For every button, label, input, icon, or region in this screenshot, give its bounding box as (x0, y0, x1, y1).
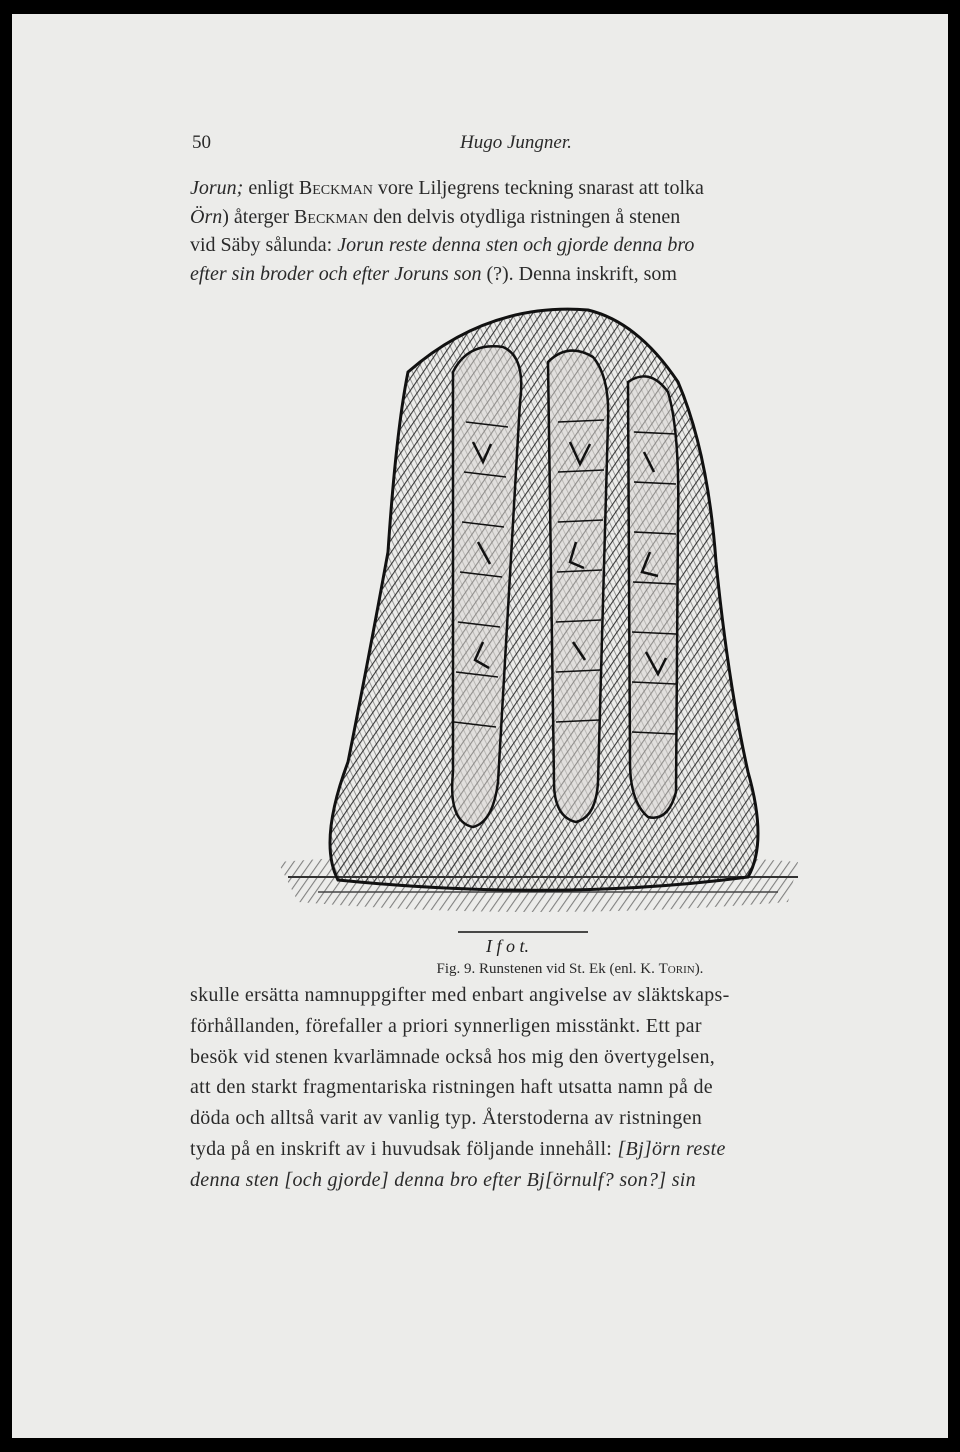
text-line: efter sin broder och efter Joruns son (?). Denna inskrift, som (190, 262, 677, 285)
stone-body (330, 309, 758, 890)
text-line: döda och alltså varit av vanlig typ. Återstoderna av ristningen (190, 1107, 703, 1130)
rune-bands (452, 346, 678, 827)
text-line: skulle ersätta namnuppgifter med enbart angivelse av släktskaps- (190, 984, 730, 1006)
runestone-drawing (258, 302, 818, 962)
artist-signature (458, 932, 588, 956)
signature-text: I f o t. (486, 936, 529, 956)
figure-caption: Fig. 9. Runstenen vid St. Ek (enl. K. Torin). (436, 961, 704, 977)
paragraph-top (190, 174, 870, 288)
text-line: förhållanden, förefaller a priori synnerligen misstänkt. Ett par (190, 1014, 702, 1037)
runestone-illustration (258, 302, 818, 962)
running-head: Hugo Jungner. (460, 132, 572, 153)
paragraph-bottom (190, 980, 870, 1196)
book-page (12, 14, 948, 1438)
text-line: denna sten [och gjorde] denna bro efter Bj[örnulf? son?] sin (190, 1168, 696, 1191)
text-line: att den starkt fragmentariska ristningen haft utsatta namn på de (190, 1076, 713, 1099)
text-line: Jorun; enligt Beckman vore Liljegrens teckning snarast att tolka (190, 177, 704, 199)
text-line: tyda på en inskrift av i huvudsak följande innehåll: [Bj]örn reste (190, 1137, 726, 1160)
page-number: 50 (192, 132, 211, 153)
text-line: besök vid stenen kvarlämnade också hos mig den övertygelsen, (190, 1045, 716, 1068)
text-line: Örn) återger Beckman den delvis otydliga ristningen å stenen (190, 205, 681, 228)
text-line: vid Säby sålunda: Jorun reste denna sten och gjorde denna bro (190, 234, 695, 256)
